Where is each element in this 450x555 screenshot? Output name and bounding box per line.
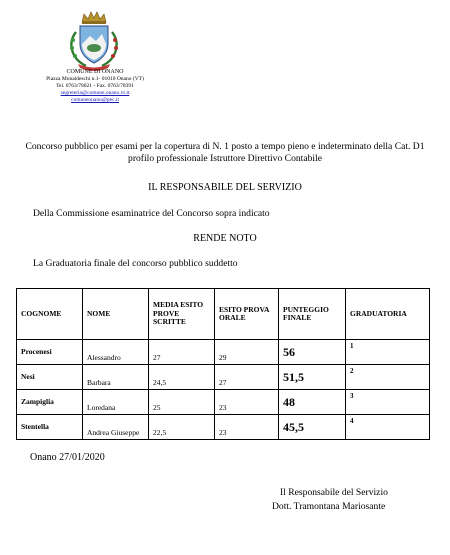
cell-nome: Barbara	[83, 365, 149, 390]
header-graduatoria: GRADUATORIA	[346, 289, 430, 340]
header-cognome: COGNOME	[17, 289, 83, 340]
municipality-address: Piazza Monaldeschi n.1- 01010 Onano (VT)	[46, 76, 144, 82]
cell-orale: 29	[215, 340, 279, 365]
document-title: Concorso pubblico per esami per la copertura di N. 1 posto a tempo pieno e indeterminato della Cat. D1 profilo professionale Istruttore Direttivo Contabile	[25, 141, 425, 164]
cell-nome: Alessandro	[83, 340, 149, 365]
municipal-coat-of-arms-icon	[62, 8, 126, 72]
table-row	[17, 415, 430, 440]
signature-title: Il Responsabile del Servizio	[280, 487, 388, 498]
cell-punteggio: 45,5	[279, 415, 346, 440]
table-row	[17, 365, 430, 390]
municipality-name: COMUNE DI ONANO	[66, 69, 124, 75]
responsible-heading: IL RESPONSABILE DEL SERVIZIO	[148, 182, 302, 193]
signature-name: Dott. Tramontana Mariosante	[272, 501, 386, 512]
announcement-heading: RENDE NOTO	[193, 233, 257, 244]
date-line: Onano 27/01/2020	[30, 452, 105, 463]
cell-media: 22,5	[149, 415, 215, 440]
cell-nome: Loredana	[83, 390, 149, 415]
header-media: MEDIA ESITO PROVE SCRITTE	[149, 289, 215, 340]
cell-media: 25	[149, 390, 215, 415]
cell-nome: Andrea Giuseppe	[83, 415, 149, 440]
header-nome: NOME	[83, 289, 149, 340]
cell-punteggio: 56	[279, 340, 346, 365]
municipality-phone-fax: Tel. 0763/78021 - Fax. 0763/78391	[56, 83, 134, 89]
table-row	[17, 340, 430, 365]
cell-orale: 23	[215, 415, 279, 440]
cell-graduatoria: 2	[346, 365, 430, 390]
email-link[interactable]: segreteria@comune.onano.vt.it	[60, 90, 130, 96]
cell-orale: 23	[215, 390, 279, 415]
pec-link[interactable]: comuneonano@pec.it	[71, 97, 119, 103]
commission-line: Della Commissione esaminatrice del Concorso sopra indicato	[33, 208, 270, 219]
table-header-row	[17, 289, 430, 340]
table-row	[17, 390, 430, 415]
cell-media: 24,5	[149, 365, 215, 390]
cell-media: 27	[149, 340, 215, 365]
cell-punteggio: 48	[279, 390, 346, 415]
cell-punteggio: 51,5	[279, 365, 346, 390]
cell-graduatoria: 3	[346, 390, 430, 415]
header-punteggio: PUNTEGGIO FINALE	[279, 289, 346, 340]
ranking-intro: La Graduatoria finale del concorso pubblico suddetto	[33, 258, 238, 269]
ranking-table	[16, 288, 430, 440]
cell-cognome: Zampiglia	[17, 390, 83, 415]
cell-cognome: Procenesi	[17, 340, 83, 365]
cell-graduatoria: 4	[346, 415, 430, 440]
cell-orale: 27	[215, 365, 279, 390]
cell-cognome: Nesi	[17, 365, 83, 390]
header-orale: ESITO PROVA ORALE	[215, 289, 279, 340]
cell-graduatoria: 1	[346, 340, 430, 365]
cell-cognome: Stentella	[17, 415, 83, 440]
